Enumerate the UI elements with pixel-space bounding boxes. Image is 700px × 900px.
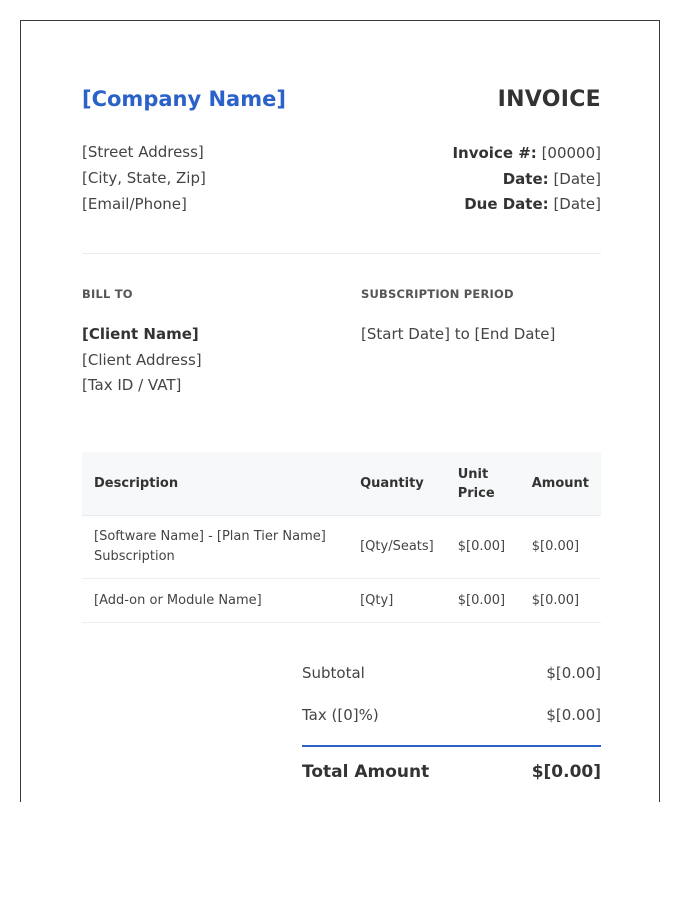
row-unit-price: $[0.00]: [446, 579, 520, 623]
invoice-number-value: [00000]: [541, 144, 601, 162]
invoice-number-row: [452, 141, 601, 167]
tax-row: [302, 703, 601, 745]
due-date-label: Due Date:: [464, 195, 549, 213]
total-divider: [302, 745, 601, 747]
invoice-title: INVOICE: [497, 87, 601, 112]
subtotal-label: Subtotal: [302, 664, 365, 682]
bill-to-block: [82, 321, 202, 398]
row-unit-price: $[0.00]: [446, 516, 520, 579]
row-quantity: [Qty/Seats]: [348, 516, 446, 579]
client-tax-id: [Tax ID / VAT]: [82, 376, 182, 394]
line-items-table: [82, 452, 601, 623]
subscription-period-label: SUBSCRIPTION PERIOD: [361, 287, 514, 301]
street-address: [Street Address]: [82, 143, 204, 161]
table-header-row: [82, 452, 601, 516]
subtotal-value: $[0.00]: [546, 664, 601, 682]
table-row: [82, 579, 601, 623]
row-description: [Software Name] - [Plan Tier Name] Subscription: [82, 516, 348, 579]
bill-to-label: BILL TO: [82, 287, 133, 301]
invoice-date-row: [452, 167, 601, 193]
header-description: Description: [82, 452, 348, 516]
invoice-meta: [452, 141, 601, 218]
row-amount: $[0.00]: [520, 516, 601, 579]
totals-block: [302, 661, 601, 782]
due-date-value: [Date]: [553, 195, 601, 213]
row-amount: $[0.00]: [520, 579, 601, 623]
email-phone: [Email/Phone]: [82, 195, 187, 213]
header-unit-price-text: Unit Price: [457, 466, 495, 501]
row-quantity: [Qty]: [348, 579, 446, 623]
table-row: [82, 516, 601, 579]
client-address: [Client Address]: [82, 350, 202, 369]
company-address: [82, 139, 206, 217]
total-amount-value: $[0.00]: [531, 762, 601, 782]
subscription-period: [Start Date] to [End Date]: [361, 325, 556, 343]
header-amount: Amount: [520, 452, 601, 516]
header-unit-price: [446, 452, 520, 516]
invoice-header: [82, 87, 601, 127]
city-state-zip: [City, State, Zip]: [82, 169, 206, 187]
row-description: [Add-on or Module Name]: [82, 579, 348, 623]
invoice-date-label: Date:: [502, 169, 549, 188]
header-quantity: Quantity: [348, 452, 446, 516]
invoice-date-value: [Date]: [553, 169, 601, 188]
header-divider: [82, 253, 601, 254]
total-amount-row: [302, 762, 601, 792]
client-name: [Client Name]: [82, 325, 199, 343]
invoice-number-label: Invoice #:: [452, 144, 537, 162]
tax-value: $[0.00]: [546, 706, 601, 724]
tax-label: Tax ([0]%): [302, 706, 379, 724]
due-date-row: [452, 192, 601, 218]
invoice-sheet: [20, 20, 660, 802]
subtotal-row: [302, 661, 601, 703]
total-amount-label: Total Amount: [302, 762, 430, 782]
company-name: [Company Name]: [82, 87, 286, 111]
